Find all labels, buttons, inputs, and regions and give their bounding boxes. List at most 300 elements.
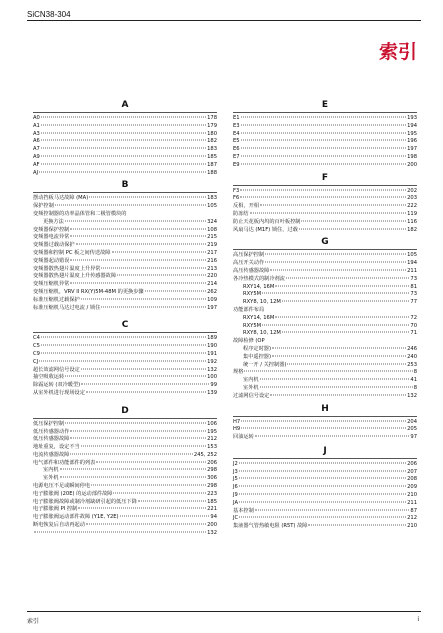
index-entry[interactable] [33,382,217,390]
index-entry[interactable] [33,289,217,297]
index-entry[interactable] [233,330,417,338]
entry-label: J9 [233,492,238,499]
entry-page-number: 212 [407,515,417,522]
index-entry[interactable] [33,452,217,460]
index-entry[interactable] [33,436,217,444]
section-rule [233,249,417,250]
entry-page-number: 211 [407,267,417,274]
index-entry[interactable] [233,323,417,331]
entry-page-number: 298 [207,483,217,490]
entry-label: 统一开 / 关控制器) [243,361,287,368]
section-rule [233,112,417,113]
dot-leader [70,430,206,431]
entry-label: 各冷热模式的制冷剂流 [233,275,285,282]
index-entry[interactable] [33,467,217,475]
index-entry[interactable] [33,162,217,170]
index-entry[interactable] [233,377,417,385]
entry-label: 变频器电流异常 [33,234,70,241]
entry-label: 更换方法 [43,218,64,225]
entry-page-number: 132 [207,366,217,373]
entry-label: 变频器散热翅片温度上升传感器故障 [33,273,117,280]
entry-page-number: 178 [207,115,217,121]
dot-leader [70,283,206,284]
entry-label: C9 [33,350,40,357]
index-entry[interactable] [233,307,417,315]
index-entry[interactable] [233,146,417,154]
document-id: SiCN38-304 [27,10,71,19]
entry-page-number: 105 [207,203,217,210]
entry-page-number: 105 [407,252,417,259]
section-rule [33,332,217,333]
entry-label: 电子膨胀阀故障或制冷剂缺研引起的低压下降 [33,498,137,505]
index-entry[interactable] [33,343,217,351]
entry-label: 过滤网信号设定 [233,392,270,399]
entry-page-number: 139 [207,389,217,396]
entry-page-number: 221 [207,506,217,513]
dot-leader [260,205,406,206]
entry-page-number: 195 [207,428,217,435]
dot-leader [65,376,206,377]
entry-page-number: 214 [207,281,217,288]
index-column-right [233,100,417,531]
entry-page-number: 8 [413,369,417,376]
index-entry[interactable] [233,508,417,516]
dot-leader [270,394,406,395]
section-letter: F [321,172,329,183]
index-entry[interactable] [33,115,217,123]
index-entry[interactable] [33,297,217,305]
entry-label: 地址重复，设定不当 [33,444,80,451]
index-entry[interactable] [33,359,217,367]
index-section [33,100,217,177]
dot-leader [272,355,406,356]
index-entry[interactable] [33,273,217,281]
entry-label: 防止天花板内坞的百叶板控制 [233,218,301,225]
dot-leader [145,290,207,291]
dot-leader [308,525,406,526]
index-entry[interactable] [33,154,217,162]
entry-page-number: 8 [413,384,417,391]
index-entry[interactable] [33,305,217,313]
dot-leader [239,478,406,479]
entry-label: E1 [233,115,240,121]
dot-leader [239,462,406,463]
index-entry[interactable] [33,460,217,468]
entry-label: 超长效滤网信号设定 [33,366,80,373]
dot-leader [239,517,406,518]
index-entry[interactable] [233,276,417,284]
dot-leader [262,293,409,294]
index-entry[interactable] [33,234,217,242]
entry-page-number: 192 [207,358,217,365]
entry-label: 电子膨胀阀 PI 控制 [33,506,78,513]
dot-leader [34,531,206,532]
dot-leader [41,148,206,149]
index-entry[interactable] [33,146,217,154]
index-entry[interactable] [33,491,217,499]
index-entry[interactable] [233,252,417,260]
dot-leader [255,436,410,437]
dot-leader [41,163,207,164]
entry-page-number: 213 [207,265,217,272]
entry-page-number: 210 [407,523,417,530]
entry-label: 故障检修 (OP [233,338,265,345]
entry-page-number: 194 [407,122,417,129]
entry-page-number: 180 [207,130,217,137]
entry-page-number: 109 [207,296,217,303]
dot-leader [287,363,406,364]
index-entry[interactable] [33,138,217,146]
index-entry[interactable] [233,469,417,477]
entry-page-number: 219 [207,242,217,249]
entry-page-number: 194 [407,260,417,267]
entry-page-number: 215 [207,234,217,241]
dot-leader [239,470,406,471]
entry-page-number: 203 [407,195,417,202]
index-entry[interactable] [233,315,417,323]
dot-leader [240,189,406,190]
entry-label: J6 [233,484,238,491]
entry-page-number: 106 [207,420,217,427]
entry-label: 防冻结 [233,210,249,217]
entry-page-number: 179 [207,122,217,129]
index-entry[interactable] [233,385,417,393]
entry-label: RXY5M [243,291,262,298]
dot-leader [241,117,407,118]
entry-label: H7 [233,418,241,425]
entry-page-number: 195 [407,130,417,137]
index-column-left [33,100,217,538]
index-entry[interactable] [233,268,417,276]
index-entry[interactable] [233,211,417,219]
dot-leader [250,212,407,213]
index-entry[interactable] [33,123,217,131]
entry-label: 低压保护控制 [33,420,65,427]
index-entry[interactable] [33,514,217,522]
footer-page-number: i [417,616,419,623]
section-letter: J [323,445,327,456]
entry-label: 电流传感器故障 [33,451,70,458]
footer-rule [27,611,421,612]
entry-page-number: 193 [407,115,417,121]
index-entry[interactable] [233,461,417,469]
entry-page-number: 188 [207,169,217,176]
index-entry[interactable] [233,219,417,227]
index-section [33,320,217,397]
index-entry[interactable] [233,138,417,146]
entry-page-number: 200 [207,522,217,529]
index-entry[interactable] [33,483,217,491]
header-rule [27,20,421,21]
entry-label: E5 [233,138,240,145]
dot-leader [39,171,206,172]
index-entry[interactable] [233,523,417,531]
index-section [33,406,217,538]
entry-page-number: 209 [407,484,417,491]
index-entry[interactable] [33,250,217,258]
section-rule [233,458,417,459]
entry-page-number: 200 [407,161,417,168]
section-rule [233,185,417,186]
dot-leader [265,262,406,263]
dot-leader [241,420,406,421]
entry-label: C4 [33,335,40,342]
dot-leader [65,422,206,423]
index-entry[interactable] [33,444,217,452]
index-entry[interactable] [33,351,217,359]
entry-label: CJ [33,358,39,365]
index-entry[interactable] [233,484,417,492]
dot-leader [272,347,406,348]
footer-section-label: 索引 [27,618,40,625]
index-entry[interactable] [233,227,417,235]
entry-page-number: 212 [207,436,217,443]
index-entry[interactable] [233,492,417,500]
dot-leader [260,386,413,387]
index-entry[interactable] [33,195,217,203]
entry-page-number: 223 [207,490,217,497]
index-section [233,404,417,442]
entry-page-number: 207 [407,468,417,475]
entry-label: F3 [233,187,240,194]
dot-leader [76,244,207,245]
entry-label: 电源电压不足或瞬间停电 [33,483,91,490]
entry-label: 室外机 [243,384,259,391]
entry-page-number: 81 [410,283,417,290]
entry-page-number: 182 [207,138,217,145]
index-entry[interactable] [33,211,217,219]
entry-page-number: 132 [407,392,417,399]
entry-page-number: 71 [410,330,417,337]
index-entry[interactable] [233,131,417,139]
entry-label: A6 [33,138,40,145]
entry-page-number: 298 [207,467,217,474]
dot-leader [282,301,409,302]
dot-leader [255,509,410,510]
entry-page-number: 70 [410,322,417,329]
dot-leader [113,492,206,493]
entry-page-number: 187 [207,161,217,168]
dot-leader [70,236,206,237]
index-entry[interactable] [233,426,417,434]
index-entry[interactable] [233,338,417,346]
index-section [233,237,417,400]
section-letter: B [121,180,129,191]
dot-leader [299,228,406,229]
index-entry[interactable] [33,475,217,483]
dot-leader [241,148,407,149]
dot-leader [112,251,207,252]
index-entry[interactable] [33,530,217,538]
entry-page-number: 73 [410,291,417,298]
section-letter: G [321,237,329,248]
index-entry[interactable] [33,170,217,178]
section-letter: E [321,100,329,110]
dot-leader [241,428,406,429]
dot-leader [81,368,206,369]
entry-label: 变频器过载动保护 [33,242,75,249]
entry-page-number: 197 [207,304,217,311]
index-entry[interactable] [233,393,417,401]
entry-page-number: 108 [207,226,217,233]
index-entry[interactable] [33,522,217,530]
section-rule [33,192,217,193]
entry-label: E4 [233,130,240,137]
entry-label: J2 [233,460,238,467]
dot-leader [86,391,206,392]
entry-label: AF [33,161,40,168]
index-entry[interactable] [233,154,417,162]
entry-label: 规格 [233,369,244,376]
index-entry[interactable] [33,203,217,211]
index-entry[interactable] [233,419,417,427]
index-entry[interactable] [233,115,417,123]
entry-label: RXY8, 10, 12M [243,299,281,306]
entry-label: 室内机 [43,467,59,474]
dot-leader [89,197,206,198]
entry-label: 变频器散热翅片温度上升异常 [33,265,101,272]
entry-label: RXY8, 10, 12M [243,330,281,337]
index-entry[interactable] [233,369,417,377]
entry-label: 集液器气管热敏电阻 (R5T) 故障 [233,523,308,530]
index-entry[interactable] [233,195,417,203]
dot-leader [241,132,407,133]
dot-leader [239,501,406,502]
dot-leader [41,155,206,156]
entry-label: 标准压缩机过载保护 [33,296,80,303]
section-rule [233,416,417,417]
index-entry[interactable] [233,434,417,442]
dot-leader [81,298,206,299]
index-entry[interactable] [233,476,417,484]
entry-label: 室外机 [43,475,59,482]
dot-leader [138,500,206,501]
dot-leader [39,360,206,361]
entry-label: 摆动挡板马达故障 (MA) [33,195,89,202]
entry-label: 集中遥控器) [243,353,271,360]
entry-label: 电气部件和功能部件的列表 [33,459,96,466]
entry-label: E7 [233,153,240,160]
entry-page-number: 116 [407,218,417,225]
entry-label: 高压保护控制 [233,252,265,259]
dot-leader [241,163,407,164]
entry-page-number: 216 [207,257,217,264]
entry-page-number: 72 [410,314,417,321]
page-title: 索引 [378,41,417,63]
index-entry[interactable] [33,335,217,343]
entry-page-number: 246 [407,345,417,352]
section-rule [33,418,217,419]
entry-label: RXY5M [243,322,262,329]
entry-label: E6 [233,146,240,153]
entry-label: 变频器保护控制 [33,226,70,233]
dot-leader [262,324,409,325]
entry-page-number: 94 [210,514,217,521]
section-rule [33,112,217,113]
entry-page-number: 77 [410,299,417,306]
entry-page-number: 253 [407,361,417,368]
dot-leader [117,275,206,276]
index-entry[interactable] [33,131,217,139]
entry-label: 高压开关动作 [233,260,265,267]
dot-leader [282,332,409,333]
entry-page-number: 324 [207,218,217,225]
entry-page-number: 204 [407,418,417,425]
index-section [233,173,417,235]
index-entry[interactable] [233,162,417,170]
dot-leader [70,453,193,454]
index-entry[interactable] [233,203,417,211]
index-entry[interactable] [233,346,417,354]
dot-leader [101,306,206,307]
entry-page-number: 185 [207,498,217,505]
index-entry[interactable] [33,374,217,382]
entry-label: 低压传感器动作 [33,428,70,435]
entry-label: AJ [33,169,39,176]
dot-leader [41,132,206,133]
dot-leader [241,140,407,141]
index-entry[interactable] [233,260,417,268]
entry-label: RXY14, 16M [243,283,275,290]
index-entry[interactable] [233,291,417,299]
dot-leader [239,494,406,495]
entry-label: A3 [33,130,40,137]
entry-page-number: 119 [407,210,417,217]
entry-label: A9 [33,153,40,160]
dot-leader [78,508,206,509]
index-entry[interactable] [33,258,217,266]
entry-page-number: 182 [407,226,417,233]
index-section [233,446,417,531]
dot-leader [70,438,206,439]
entry-page-number: 206 [207,459,217,466]
entry-label: 变频压缩机异常 [33,281,70,288]
index-entry[interactable] [33,421,217,429]
entry-page-number: 202 [407,187,417,194]
dot-leader [60,477,207,478]
entry-label: JA [233,499,238,506]
index-entry[interactable] [233,354,417,362]
index-entry[interactable] [33,242,217,250]
entry-page-number: 183 [207,146,217,153]
entry-page-number: 306 [207,475,217,482]
dot-leader [241,155,407,156]
index-entry[interactable] [33,219,217,227]
index-section [33,180,217,312]
entry-page-number: 153 [207,444,217,451]
index-entry[interactable] [233,188,417,196]
entry-page-number: 196 [407,138,417,145]
entry-label: 除霜运转 (双冷暖型) [33,382,81,389]
index-entry[interactable] [233,362,417,370]
index-entry[interactable] [233,284,417,292]
index-entry[interactable] [233,123,417,131]
index-entry[interactable] [233,500,417,508]
entry-label: J3 [233,468,238,475]
index-entry[interactable] [33,390,217,398]
entry-label: E3 [233,122,240,129]
dot-leader [55,205,206,206]
index-entry[interactable] [33,281,217,289]
index-entry[interactable] [233,299,417,307]
entry-page-number: 87 [410,507,417,514]
entry-page-number: 97 [410,434,417,441]
entry-label: 变频压缩机，VRV II RX(Y)5M-48M 的更换步骤 [33,288,144,295]
entry-label: 变频器和控制 PC 板之间传送故障 [33,249,111,256]
entry-page-number: 197 [407,146,417,153]
entry-page-number: 132 [207,529,217,536]
entry-page-number: 185 [207,153,217,160]
